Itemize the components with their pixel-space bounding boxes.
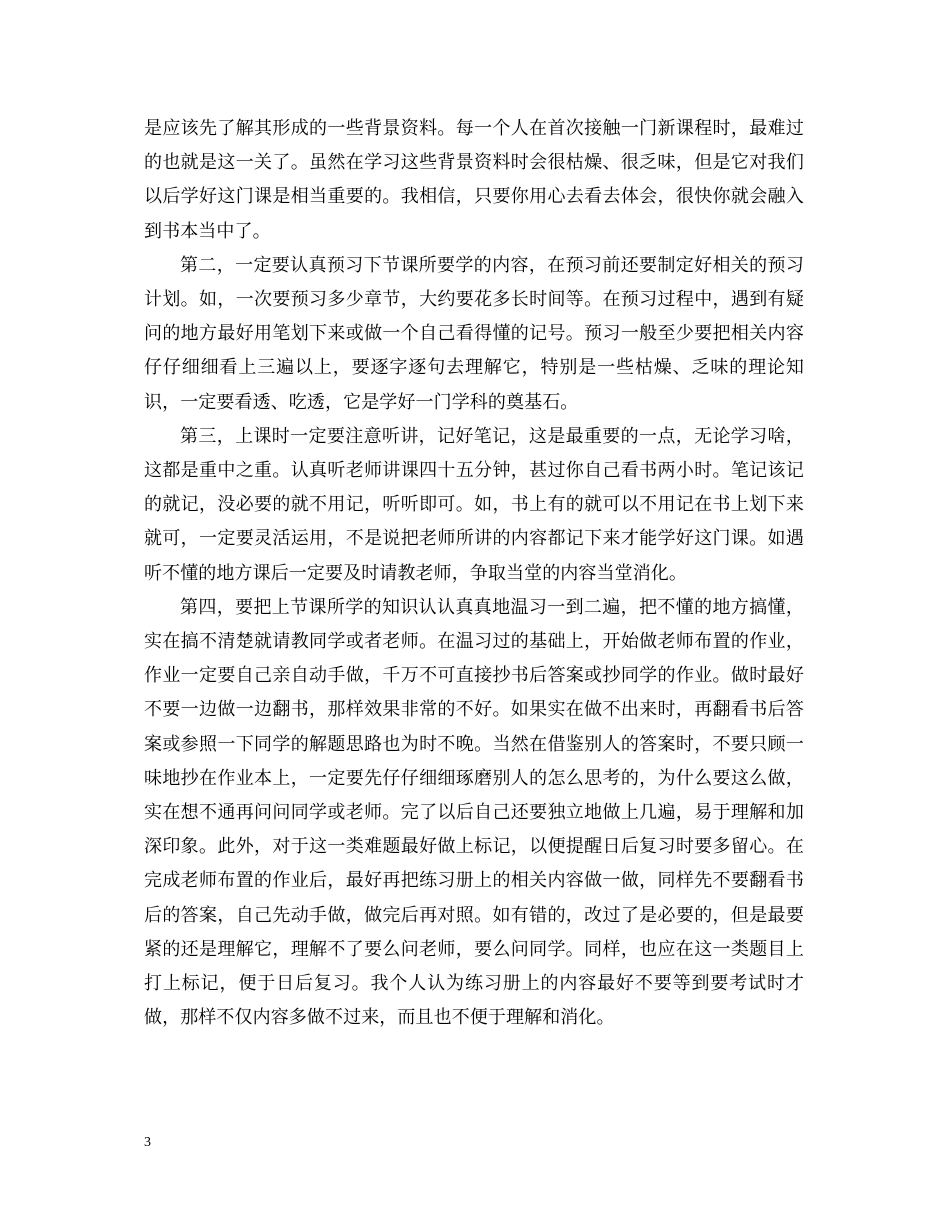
paragraph-continuation: 是应该先了解其形成的一些背景资料。每一个人在首次接触一门新课程时，最难过的也就是这一关了。虽然在学习这些背景资料时会很枯燥、很乏味，但是它对我们以后学好这门课是相当重要的。我相信，只要你用心去看去体会，很快你就会融入到书本当中了。 bbox=[144, 118, 804, 242]
page-number: 3 bbox=[144, 1135, 151, 1150]
paragraph-point-two: 第二，一定要认真预习下节课所要学的内容，在预习前还要制定好相关的预习计划。如，一次要预习多少章节，大约要花多长时间等。在预习过程中，遇到有疑问的地方最好用笔划下来或做一个自己看得懂的记号。预习一般至少要把相关内容仔仔细细看上三遍以上，要逐字逐句去理解它，特别是一些枯燥、乏味的理论知识，一定要看透、吃透，它是学好一门学科的奠基石。 bbox=[144, 254, 804, 413]
paragraph-point-four: 第四，要把上节课所学的知识认认真真地温习一到二遍，把不懂的地方搞懂，实在搞不清楚就请教同学或者老师。在温习过的基础上，开始做老师布置的作业，作业一定要自己亲自动手做，千万不可直接抄书后答案或抄同学的作业。做时最好不要一边做一边翻书，那样效果非常的不好。如果实在做不出来时，再翻看书后答案或参照一下同学的解题思路也为时不晚。当然在借鉴别人的答案时，不要只顾一味地抄在作业本上，一定要先仔仔细细琢磨别人的怎么思考的，为什么要这么做，实在想不通再问问同学或老师。完了以后自己还要独立地做上几遍，易于理解和加深印象。此外，对于这一类难题最好做上标记，以便提醒日后复习时要多留心。在完成老师布置的作业后，最好再把练习册上的相关内容做一做，同样先不要翻看书后的答案，自己先动手做，做完后再对照。如有错的，改过了是必要的，但是最要紧的还是理解它，理解不了要么问老师，要么问同学。同样，也应在这一类题目上打上标记，便于日后复习。我个人认为练习册上的内容最好不要等到要考试时才做，那样不仅内容多做不过来，而且也不便于理解和消化。 bbox=[144, 596, 804, 1029]
document-body bbox=[144, 112, 804, 1035]
paragraph-point-three: 第三，上课时一定要注意听讲，记好笔记，这是最重要的一点，无论学习啥，这都是重中之重。认真听老师讲课四十五分钟，甚过你自己看书两小时。笔记该记的就记，没必要的就不用记，听听即可。如，书上有的就可以不用记在书上划下来就可，一定要灵活运用，不是说把老师所讲的内容都记下来才能学好这门课。如遇听不懂的地方课后一定要及时请教老师，争取当堂的内容当堂消化。 bbox=[144, 425, 804, 584]
